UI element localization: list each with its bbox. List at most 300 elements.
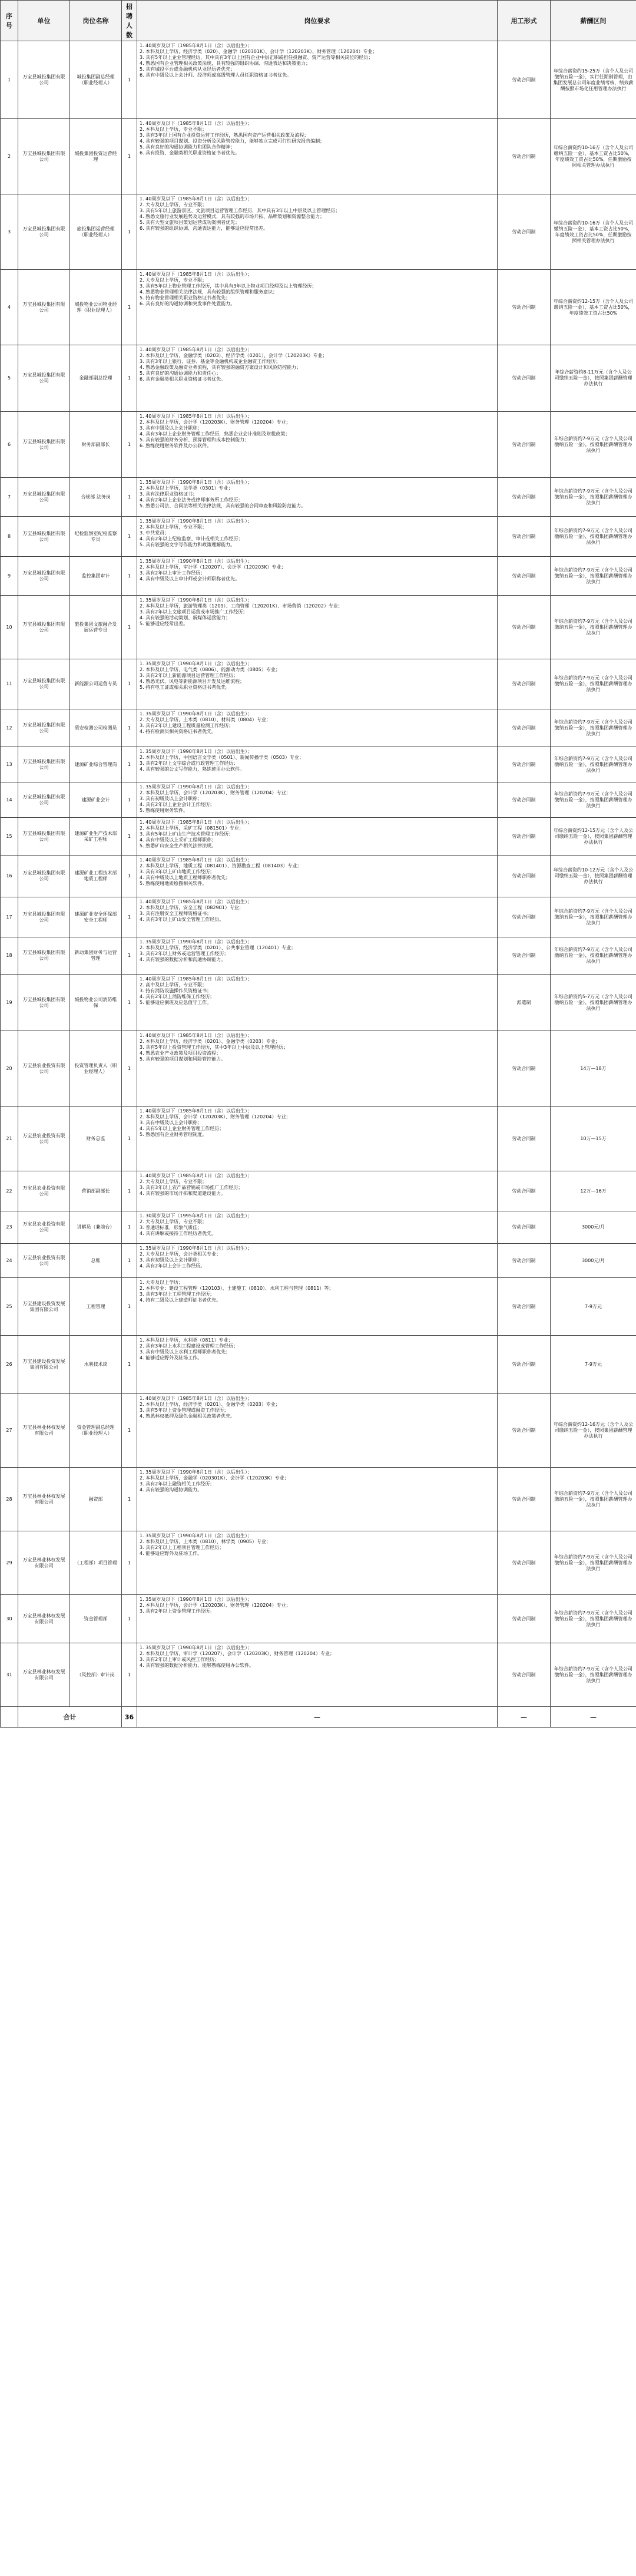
table-row	[1, 1031, 636, 1107]
requirement-line: 2. 大专及以上学历，专业不限；	[140, 1179, 207, 1184]
row-salary: 年综合薪资约7-9万元（含个人及公司缴纳五险一金），按照集团薪酬管理办法执行	[551, 709, 636, 747]
requirement-line: 2. 本科及以上学历，法学类（0301）专业；	[140, 486, 233, 491]
row-salary: 年综合薪资约10-16万（含个人及公司缴纳五险一金），基本工资占比50%，年度绩效工资占比50%，任期激励按照相关管理办法执行	[551, 194, 636, 270]
row-unit: 万宝县林业林权发展有限公司	[18, 1643, 70, 1707]
requirement-line: 4. 能够适应野外及驻场工作。	[140, 1355, 203, 1360]
row-requirements	[137, 270, 498, 345]
row-salary: 年综合薪资约12-16万元（含个人及公司缴纳五险一金），按照集团薪酬管理办法执行	[551, 1394, 636, 1468]
row-requirements	[137, 1107, 498, 1171]
row-unit: 万宝县林业林权发展有限公司	[18, 1595, 70, 1643]
footer-dash-salary: —	[551, 1707, 636, 1728]
row-count: 1	[122, 1643, 137, 1707]
header-count: 招聘人数	[122, 1, 137, 41]
requirement-line: 5. 持有物业管理相关职业资格证书者优先；	[140, 295, 231, 300]
row-number: 3	[1, 194, 18, 270]
row-salary: 年综合薪资约7-9万元（含个人及公司缴纳五险一金），按照集团薪酬管理办法执行	[551, 1468, 636, 1531]
row-number: 2	[1, 119, 18, 194]
row-requirements	[137, 41, 498, 119]
requirement-line: 4. 熟悉物业管理相关法律法规，具有较强的组织管理和服务意识；	[140, 289, 278, 295]
requirement-line: 5. 具有城投平台或金融机构从业经历者优先；	[140, 67, 236, 72]
requirement-line: 4. 具有较强的公文写作能力，熟练使用办公软件。	[140, 767, 245, 772]
row-position: 旅投集团文旅融合发展运营专员	[70, 596, 122, 659]
requirement-line: 2. 大专及以上学历，土木类（0810）、材料类（0804）专业；	[140, 717, 271, 722]
requirement-line: 2. 本科及以上学历，审计学（120207）、会计学（120203K）、财务管理（120204）专业；	[140, 1651, 335, 1656]
requirement-line: 3. 具有2年以上融资相关工作经历；	[140, 1481, 215, 1487]
row-count: 1	[122, 478, 137, 517]
requirement-line: 5. 具有较强的项目谋划和风险管控能力。	[140, 1056, 226, 1062]
row-salary: 年综合薪资约5-7万元（含个人及公司缴纳五险一金），按照集团薪酬管理办法执行	[551, 975, 636, 1031]
row-count: 1	[122, 41, 137, 119]
requirement-line: 4. 具有2年以上会计工作经历。	[140, 1263, 206, 1269]
requirement-line: 1. 40周岁及以下（1985年8月1日（含）以后出生）；	[140, 272, 252, 277]
requirement-line: 3. 具有5年以上矿山生产技术管理工作经历；	[140, 831, 234, 837]
row-number: 9	[1, 557, 18, 596]
requirement-line: 1. 35周岁及以下（1990年8月1日（含）以后出生）；	[140, 480, 252, 485]
row-employment-form: 劳动合同制	[498, 478, 551, 517]
footer-dash-form: —	[498, 1707, 551, 1728]
row-count: 1	[122, 596, 137, 659]
row-count: 1	[122, 557, 137, 596]
requirement-line: 1. 大专及以上学历；	[140, 1280, 184, 1285]
row-employment-form: 劳动合同制	[498, 1211, 551, 1244]
requirement-line: 2. 本科专业：建设工程管理（120103）、土建施工（0810）、水利工程与管理（0811）等；	[140, 1286, 334, 1291]
requirement-line: 5. 能够适应经常出差。	[140, 621, 188, 626]
row-unit: 万宝县农业投资有限公司	[18, 1211, 70, 1244]
requirement-line: 5. 具有良好的沟通协调能力和团队合作精神；	[140, 144, 236, 150]
row-position: 新动集团财务与运营管理	[70, 937, 122, 975]
row-position: （风控部）审计岗	[70, 1643, 122, 1707]
row-count: 1	[122, 270, 137, 345]
row-unit: 万宝县城投集团有限公司	[18, 596, 70, 659]
row-unit: 万宝县城投集团有限公司	[18, 41, 70, 119]
row-requirements	[137, 709, 498, 747]
requirement-line: 3. 具有法律职业资格证书；	[140, 491, 198, 497]
row-requirements	[137, 1394, 498, 1468]
table-row	[1, 937, 636, 975]
row-number: 12	[1, 709, 18, 747]
row-employment-form: 劳动合同制	[498, 1643, 551, 1707]
requirement-line: 1. 40周岁及以下（1985年8月1日（含）以后出生）；	[140, 1108, 252, 1114]
row-salary: 年综合薪资约7-9万元（含个人及公司缴纳五险一金），按照集团薪酬管理办法执行	[551, 747, 636, 782]
table-header-row	[1, 1, 636, 41]
requirement-line: 3. 具有5年以上资金管理或融资工作经历；	[140, 1408, 229, 1413]
row-salary: 3000元/月	[551, 1211, 636, 1244]
table-row	[1, 1278, 636, 1336]
row-unit: 万宝县城投集团有限公司	[18, 659, 70, 709]
row-unit: 万宝县农业投资有限公司	[18, 1244, 70, 1278]
row-requirements	[137, 1244, 498, 1278]
row-unit: 万宝县城投集团有限公司	[18, 897, 70, 937]
row-position: 财务部副部长	[70, 412, 122, 478]
requirement-line: 1. 35周岁及以下（1990年8月1日（含）以后出生）；	[140, 559, 252, 564]
table-row	[1, 709, 636, 747]
row-position: 资金管理部	[70, 1595, 122, 1643]
row-unit: 万宝县城投集团有限公司	[18, 975, 70, 1031]
row-salary: 年综合薪资约7-9万元（含个人及公司缴纳五险一金），按照集团薪酬管理办法执行	[551, 412, 636, 478]
requirement-line: 5. 能够适应倒班及应急值守工作。	[140, 1000, 212, 1005]
requirement-line: 2. 本科及以上学历，会计学（120203K）、财务管理（120204）专业；	[140, 1603, 291, 1608]
row-salary: 14万—18万	[551, 1031, 636, 1107]
requirement-line: 3. 具有5年以上旅游景区、文旅项目运营管理工作经历，其中具有3年以上中层及以上管理经历；	[140, 208, 340, 213]
requirement-line: 3. 具有2年以上审计或风控工作经历；	[140, 1657, 220, 1662]
row-position: 建源矿业生产技术部采矿工程师	[70, 818, 122, 856]
requirement-line: 3. 持有消防设施操作员资格证书；	[140, 988, 212, 993]
row-number: 14	[1, 782, 18, 818]
row-salary: 年综合薪资约7-9万元（含个人及公司缴纳五险一金），按照集团薪酬管理办法执行	[551, 1531, 636, 1595]
requirement-line: 3. 具有中级及以上水利工程师职称者优先；	[140, 1349, 231, 1355]
row-employment-form: 劳动合同制	[498, 659, 551, 709]
row-requirements	[137, 1031, 498, 1107]
row-salary: 年综合薪资约7-9万元（含个人及公司缴纳五险一金），按照集团薪酬管理办法执行	[551, 659, 636, 709]
requirement-line: 4. 持有二级及以上建造师证书者优先。	[140, 1297, 221, 1303]
requirement-line: 4. 具有2年以上企业法务或律师事务所工作经历；	[140, 497, 243, 503]
requirement-line: 1. 40周岁及以下（1985年8月1日（含）以后出生）；	[140, 820, 252, 825]
row-requirements	[137, 856, 498, 897]
row-employment-form: 劳动合同制	[498, 194, 551, 270]
row-count: 1	[122, 517, 137, 557]
row-number: 1	[1, 41, 18, 119]
row-employment-form: 劳动合同制	[498, 1171, 551, 1211]
requirement-line: 3. 中共党员；	[140, 530, 170, 536]
requirement-line: 4. 具有3年以上矿山安全管理工作经历。	[140, 917, 224, 922]
table-row	[1, 1394, 636, 1468]
row-number: 28	[1, 1468, 18, 1531]
row-salary: 年综合薪资约7-9万元（含个人及公司缴纳五险一金），按照集团薪酬管理办法执行	[551, 937, 636, 975]
row-requirements	[137, 975, 498, 1031]
requirement-line: 6. 具有金融类相关职业资格证书者优先。	[140, 377, 226, 382]
row-employment-form: 劳动合同制	[498, 1336, 551, 1394]
row-employment-form: 劳动合同制	[498, 119, 551, 194]
row-employment-form: 劳动合同制	[498, 1031, 551, 1107]
requirement-line: 1. 35周岁及以下（1990年8月1日（含）以后出生）；	[140, 1597, 252, 1602]
requirement-line: 2. 本科及以上学历，审计学（120207）、会计学（120203K）专业；	[140, 564, 286, 570]
row-unit: 万宝县林业林权发展有限公司	[18, 1468, 70, 1531]
row-requirements	[137, 1643, 498, 1707]
row-requirements	[137, 345, 498, 412]
row-count: 1	[122, 975, 137, 1031]
row-position: 资金管理副总经理（职业经理人）	[70, 1394, 122, 1468]
requirement-line: 3. 具有2年以上审计工作经历；	[140, 570, 206, 576]
requirement-line: 1. 35周岁及以下（1990年8月1日（含）以后出生）；	[140, 1246, 252, 1251]
row-unit: 万宝县建设投资发展集团有限公司	[18, 1278, 70, 1336]
requirement-line: 2. 本科及以上学历，经济学类（020）、金融学（020301K）、会计学（120203K）、财务管理（120204）专业；	[140, 49, 377, 54]
row-count: 1	[122, 897, 137, 937]
row-unit: 万宝县农业投资有限公司	[18, 1107, 70, 1171]
row-unit: 万宝县林业林权发展有限公司	[18, 1531, 70, 1595]
requirement-line: 4. 具有较强的数据分析能力，能够熟练使用办公软件。	[140, 1663, 254, 1668]
requirement-line: 1. 35周岁及以下（1990年8月1日（含）以后出生）；	[140, 939, 252, 944]
header-salary: 薪酬区间	[551, 1, 636, 41]
row-number: 21	[1, 1107, 18, 1171]
requirement-line: 3. 具有2年以上财务或运营管理工作经历；	[140, 951, 229, 956]
requirement-line: 3. 具有5年以上投资管理工作经历，其中3年以上中层及以上管理经历；	[140, 1045, 289, 1050]
requirement-line: 1. 40周岁及以下（1985年8月1日（含）以后出生）；	[140, 121, 252, 126]
table-row	[1, 1595, 636, 1643]
requirement-line: 2. 本科及以上学历，金融学类（0203）、经济学类（0201）、会计学（120203K）专业；	[140, 353, 327, 358]
row-employment-form: 劳动合同制	[498, 412, 551, 478]
row-number: 29	[1, 1531, 18, 1595]
row-count: 1	[122, 937, 137, 975]
requirement-line: 3. 具有初级及以上会计职称；	[140, 1257, 203, 1263]
requirement-line: 3. 普通话标准，形象气质佳；	[140, 1225, 203, 1230]
row-employment-form: 劳动合同制	[498, 345, 551, 412]
requirement-line: 1. 30周岁及以下（1995年8月1日（含）以后出生）；	[140, 1213, 252, 1218]
row-position: 建源矿业综合管理岗	[70, 747, 122, 782]
row-requirements	[137, 782, 498, 818]
row-unit: 万宝县城投集团有限公司	[18, 856, 70, 897]
header-unit: 单位	[18, 1, 70, 41]
row-count: 1	[122, 659, 137, 709]
requirement-line: 2. 本科及以上学历，采矿工程（081501）专业；	[140, 825, 244, 831]
table-row	[1, 659, 636, 709]
requirement-line: 3. 具有2年以上建设工程质量检测工作经历；	[140, 723, 234, 728]
requirement-line: 2. 本科及以上学历，金融学（020301K）、会计学（120203K）专业；	[140, 1475, 289, 1481]
requirement-line: 4. 具有5年以上企业财务管理工作经历；	[140, 1126, 224, 1131]
requirement-line: 1. 35周岁及以下（1990年8月1日（含）以后出生）；	[140, 1469, 252, 1475]
row-requirements	[137, 1336, 498, 1394]
requirement-line: 3. 具有2年以上文旅项目运营或市场推广工作经历；	[140, 609, 248, 615]
requirement-line: 2. 本科及以上学历，电气类（0806）、能源动力类（0805）专业；	[140, 667, 280, 672]
row-unit: 万宝县城投集团有限公司	[18, 270, 70, 345]
table-row	[1, 1171, 636, 1211]
row-unit: 万宝县林业林权发展有限公司	[18, 1394, 70, 1468]
row-position: 讲解员（兼前台）	[70, 1211, 122, 1244]
row-employment-form: 劳动合同制	[498, 709, 551, 747]
row-unit: 万宝县城投集团有限公司	[18, 782, 70, 818]
row-salary: 3000元/月	[551, 1244, 636, 1278]
row-salary: 年综合薪资约7-9万元（含个人及公司缴纳五险一金），按照集团薪酬管理办法执行	[551, 596, 636, 659]
requirement-line: 4. 具有中级及以上审计师或会计师职称者优先。	[140, 576, 240, 582]
requirement-line: 4. 具有中级及以上采矿工程师职称；	[140, 837, 217, 843]
requirement-line: 2. 本科及以上学历，会计学（120203K）、财务管理（120204）专业；	[140, 1114, 291, 1119]
row-count: 1	[122, 1031, 137, 1107]
requirement-line: 4. 具有2年以上纪检监察、审计或相关工作经历；	[140, 536, 243, 541]
row-unit: 万宝县城投集团有限公司	[18, 747, 70, 782]
row-requirements	[137, 1278, 498, 1336]
row-requirements	[137, 1531, 498, 1595]
row-number: 26	[1, 1336, 18, 1394]
table-row	[1, 345, 636, 412]
row-salary: 10万—15万	[551, 1107, 636, 1171]
requirement-line: 1. 40周岁及以下（1985年8月1日（含）以后出生）；	[140, 976, 252, 982]
row-unit: 万宝县城投集团有限公司	[18, 709, 70, 747]
requirement-line: 2. 本科及以上学历，会计学（120203K）、财务管理（120204）专业；	[140, 420, 291, 425]
requirement-line: 1. 本科及以上学历，水利类（0811）专业；	[140, 1337, 233, 1343]
requirement-line: 4. 具有讲解或接待工作经历者优先。	[140, 1231, 217, 1236]
requirement-line: 3. 具有注册安全工程师资格证书；	[140, 911, 212, 916]
row-employment-form: 劳动合同制	[498, 1244, 551, 1278]
requirement-line: 5. 熟悉矿山安全生产相关法律法规。	[140, 843, 217, 848]
header-no: 序号	[1, 1, 18, 41]
row-number: 25	[1, 1278, 18, 1336]
requirement-line: 1. 40周岁及以下（1985年8月1日（含）以后出生）；	[140, 347, 252, 352]
table-row	[1, 818, 636, 856]
row-count: 1	[122, 1468, 137, 1531]
row-requirements	[137, 119, 498, 194]
row-employment-form: 劳动合同制	[498, 937, 551, 975]
table-row	[1, 856, 636, 897]
row-salary: 年综合薪资约7-9万元（含个人及公司缴纳五险一金），按照集团薪酬管理办法执行	[551, 1595, 636, 1643]
requirement-line: 4. 持有检测员相关资格证书者优先。	[140, 729, 217, 734]
table-row	[1, 119, 636, 194]
requirement-line: 6. 熟练使用财务软件及办公软件。	[140, 443, 212, 448]
requirement-line: 2. 大专及以上学历，专业不限；	[140, 202, 207, 207]
row-requirements	[137, 937, 498, 975]
requirement-line: 2. 本科及以上学历，地质工程（081401）、资源勘查工程（081403）专业；	[140, 863, 302, 868]
requirement-line: 5. 熟练使用地质绘图相关软件。	[140, 881, 207, 886]
row-number: 8	[1, 517, 18, 557]
requirement-line: 3. 具有2年以上资金管理工作经历。	[140, 1609, 215, 1614]
requirement-line: 2. 大专及以上学历，专业不限；	[140, 278, 207, 283]
row-number: 22	[1, 1171, 18, 1211]
row-employment-form: 劳动合同制	[498, 1468, 551, 1531]
requirement-line: 1. 40周岁及以下（1985年8月1日（含）以后出生）；	[140, 196, 252, 202]
row-salary: 年综合薪资约12-15万元（含个人及公司缴纳五险一金），按照集团薪酬管理办法执行	[551, 818, 636, 856]
table-row	[1, 1336, 636, 1394]
requirement-line: 4. 熟悉林权抵押及绿色金融相关政策者优先。	[140, 1414, 236, 1419]
row-position: 城投集团投资运营经理	[70, 119, 122, 194]
requirement-line: 1. 40周岁及以下（1985年8月1日（含）以后出生）；	[140, 899, 252, 904]
row-position: 金融部副总经理	[70, 345, 122, 412]
row-number: 15	[1, 818, 18, 856]
requirement-line: 3. 具有中级及以上会计职称；	[140, 425, 203, 431]
row-employment-form: 派遣制	[498, 975, 551, 1031]
row-position: 旅投集团运营经理（职业经理人）	[70, 194, 122, 270]
table-row	[1, 478, 636, 517]
table-row	[1, 1468, 636, 1531]
row-position: 纪检监察室纪检监察专员	[70, 517, 122, 557]
requirement-line: 4. 能够适应野外及驻场工作。	[140, 1551, 203, 1556]
row-position: 城投集团副总经理（职业经理人）	[70, 41, 122, 119]
requirement-line: 4. 具有2年以上企业会计工作经历；	[140, 802, 215, 807]
requirement-line: 5. 熟练使用财务软件。	[140, 808, 188, 813]
table-row	[1, 270, 636, 345]
table-row	[1, 1244, 636, 1278]
row-number: 5	[1, 345, 18, 412]
requirement-line: 4. 熟悉金融政策及融资业务流程，具有较强的融资方案设计和风险防控能力；	[140, 365, 302, 370]
row-position: 营销部副部长	[70, 1171, 122, 1211]
row-salary: 年综合薪资约7-9万元（含个人及公司缴纳五险一金），按照集团薪酬管理办法执行	[551, 897, 636, 937]
requirement-line: 5. 具有大型文旅项目策划运营成功案例者优先；	[140, 220, 240, 225]
requirement-line: 2. 本科及以上学历，专业不限；	[140, 127, 207, 132]
row-unit: 万宝县城投集团有限公司	[18, 818, 70, 856]
requirement-line: 2. 大专及以上学历，会计类相关专业；	[140, 1251, 221, 1257]
requirement-line: 3. 具有3年以上国有企业投资运营工作经历，熟悉国有资产运营相关政策及流程；	[140, 133, 309, 138]
footer-total-count: 36	[122, 1707, 137, 1728]
requirement-line: 2. 高中及以上学历，专业不限；	[140, 982, 207, 988]
requirement-line: 6. 具有良好的沟通协调和突发事件处置能力。	[140, 301, 236, 306]
row-unit: 万宝县城投集团有限公司	[18, 194, 70, 270]
row-employment-form: 劳动合同制	[498, 1595, 551, 1643]
row-count: 1	[122, 1244, 137, 1278]
requirement-line: 3. 具有中级及以上会计职称；	[140, 1120, 203, 1125]
requirement-line: 4. 具有较强的活动策划、新媒体运营能力；	[140, 615, 231, 620]
row-position: 城投物业公司消防维保	[70, 975, 122, 1031]
row-position: 工程管理	[70, 1278, 122, 1336]
requirement-line: 2. 本科及以上学历，旅游管理类（1209）、工商管理（120201K）、市场营销（120202）专业；	[140, 603, 343, 609]
row-unit: 万宝县建设投资发展集团有限公司	[18, 1336, 70, 1394]
table-row	[1, 1211, 636, 1244]
requirement-line: 2. 本科及以上学历，经济学类（0201）、金融学类（0203）专业；	[140, 1039, 280, 1044]
row-employment-form: 劳动合同制	[498, 897, 551, 937]
row-requirements	[137, 747, 498, 782]
requirement-line: 5. 具有较强的文字写作能力和政策理解能力。	[140, 542, 236, 547]
row-employment-form: 劳动合同制	[498, 517, 551, 557]
requirement-line: 3. 具有2年以上新能源项目运营管理工作经历；	[140, 673, 238, 678]
row-number: 23	[1, 1211, 18, 1244]
row-salary: 7-9万元	[551, 1336, 636, 1394]
row-salary: 年综合薪资约8-11万元（含个人及公司缴纳五险一金），按照集团薪酬管理办法执行	[551, 345, 636, 412]
row-unit: 万宝县城投集团有限公司	[18, 412, 70, 478]
row-requirements	[137, 194, 498, 270]
row-salary: 年综合薪资约10-16万（含个人及公司缴纳五险一金），基本工资占比50%，年度绩效工资占比50%，任期激励按照相关管理办法执行	[551, 119, 636, 194]
requirement-line: 1. 40周岁及以下（1985年8月1日（含）以后出生）；	[140, 857, 252, 863]
requirement-line: 2. 本科及以上学历，土木类（0810）、林学类（0905）专业；	[140, 1539, 271, 1544]
row-employment-form: 劳动合同制	[498, 270, 551, 345]
row-requirements	[137, 596, 498, 659]
row-requirements	[137, 897, 498, 937]
table-row	[1, 1107, 636, 1171]
row-employment-form: 劳动合同制	[498, 1394, 551, 1468]
table-row	[1, 975, 636, 1031]
row-count: 1	[122, 782, 137, 818]
requirement-line: 1. 35周岁及以下（1990年8月1日（含）以后出生）；	[140, 1645, 252, 1650]
requirement-line: 5. 熟悉国有企业财务管理制度。	[140, 1132, 207, 1137]
row-salary: 年综合薪资约7-9万元（含个人及公司缴纳五险一金），按照集团薪酬管理办法执行	[551, 478, 636, 517]
row-unit: 万宝县农业投资有限公司	[18, 1031, 70, 1107]
row-number: 11	[1, 659, 18, 709]
row-number: 20	[1, 1031, 18, 1107]
row-unit: 万宝县城投集团有限公司	[18, 478, 70, 517]
requirement-line: 2. 大专及以上学历，专业不限；	[140, 1219, 207, 1224]
row-number: 6	[1, 412, 18, 478]
row-requirements	[137, 1171, 498, 1211]
row-requirements	[137, 818, 498, 856]
row-count: 1	[122, 1211, 137, 1244]
footer-total-label: 合计	[18, 1707, 122, 1728]
requirement-line: 1. 40周岁及以下（1985年8月1日（含）以后出生）；	[140, 1033, 252, 1038]
requirement-line: 4. 具有较强的市场开拓和渠道建设能力。	[140, 1191, 226, 1196]
table-row	[1, 897, 636, 937]
table-row	[1, 41, 636, 119]
requirement-line: 5. 具有良好的沟通协调能力和责任心；	[140, 371, 221, 376]
row-salary: 12万—16万	[551, 1171, 636, 1211]
table-row	[1, 596, 636, 659]
requirement-line: 4. 具有较强的数据分析和沟通协调能力。	[140, 957, 226, 962]
row-unit: 万宝县城投集团有限公司	[18, 517, 70, 557]
row-number: 24	[1, 1244, 18, 1278]
table-row	[1, 412, 636, 478]
requirement-line: 3. 具有2年以上文字综合或行政管理工作经历；	[140, 761, 238, 766]
requirement-line: 4. 熟悉农业产业政策及项目投资流程；	[140, 1051, 221, 1056]
row-number: 19	[1, 975, 18, 1031]
row-count: 1	[122, 818, 137, 856]
requirement-line: 5. 熟悉公司法、合同法等相关法律法规，具有较强的合同审查和风险防范能力。	[140, 503, 306, 508]
requirement-line: 2. 本科及以上学历，经济学类（0201）、公共事业管理（120401）专业；	[140, 945, 296, 950]
requirement-line: 1. 35周岁及以下（1990年8月1日（含）以后出生）；	[140, 1533, 252, 1538]
requirement-line: 3. 具有初级及以上会计职称；	[140, 796, 203, 801]
row-employment-form: 劳动合同制	[498, 747, 551, 782]
row-unit: 万宝县城投集团有限公司	[18, 937, 70, 975]
requirement-line: 4. 具有中级及以上地质工程师职称者优先；	[140, 875, 231, 880]
row-position: 财务总监	[70, 1107, 122, 1171]
requirement-line: 1. 35周岁及以下（1990年8月1日（含）以后出生）；	[140, 711, 252, 716]
row-employment-form: 劳动合同制	[498, 782, 551, 818]
table-row	[1, 747, 636, 782]
table-row	[1, 557, 636, 596]
footer-dash-requirements: —	[137, 1707, 498, 1728]
requirement-line: 3. 具有3年以上矿山地质工作经历；	[140, 869, 215, 874]
